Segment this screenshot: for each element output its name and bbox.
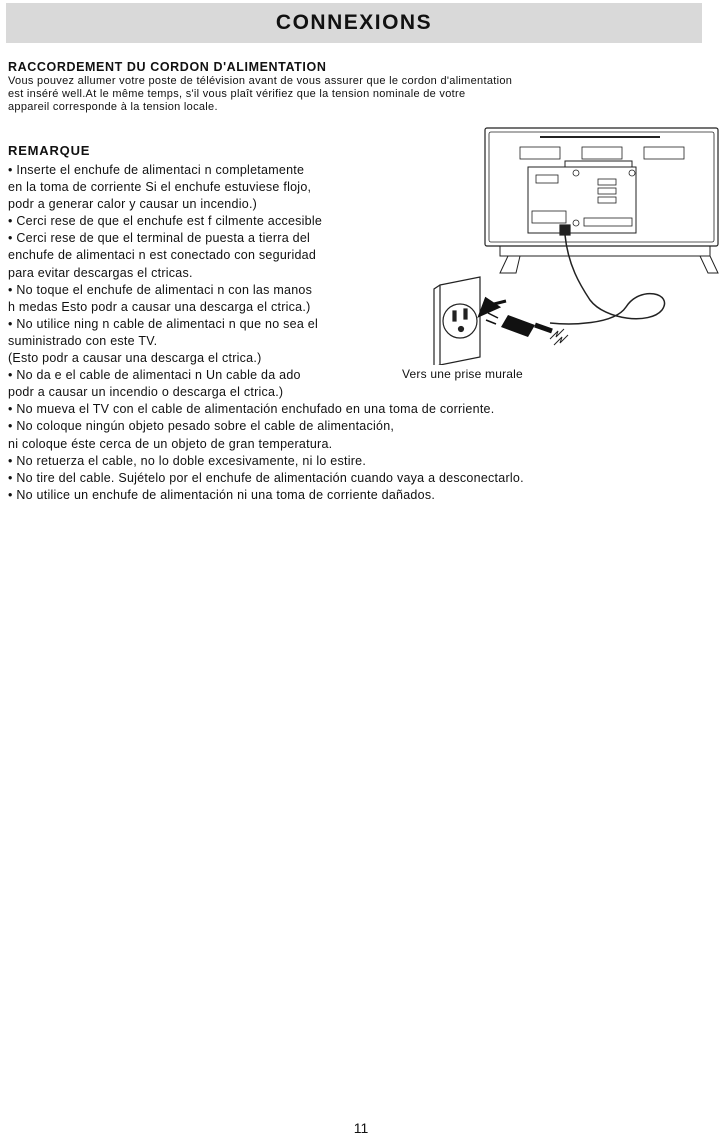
intro-paragraph bbox=[8, 75, 608, 114]
power-cord bbox=[550, 235, 665, 324]
note-line: • No tire del cable. Sujételo por el enchufe de alimentación cuando vaya a desconectarlo. bbox=[8, 470, 524, 485]
wall-outlet-illustration bbox=[434, 277, 480, 365]
note-line: h medas Esto podr a causar una descarga el ctrica.) bbox=[8, 299, 311, 314]
note-line: podr a causar un incendio o descarga el ctrica.) bbox=[8, 385, 284, 400]
insert-arrow-icon bbox=[480, 299, 506, 315]
remarque-heading: REMARQUE bbox=[8, 143, 91, 158]
note-line: • Inserte el enchufe de alimentaci n completamente bbox=[8, 163, 305, 177]
note-line: • No mueva el TV con el cable de alimentación enchufado en una toma de corriente. bbox=[8, 402, 495, 417]
note-line: suministrado con este TV. bbox=[8, 333, 158, 348]
note-line: • Cerci rese de que el terminal de puesta a tierra del bbox=[8, 231, 311, 246]
note-line: podr a generar calor y causar un incendio.) bbox=[8, 197, 258, 212]
note-line: enchufe de alimentaci n est conectado con seguridad bbox=[8, 248, 317, 263]
diagram-caption: Vers une prise murale bbox=[402, 367, 523, 381]
note-line: en la toma de corriente Si el enchufe estuviese flojo, bbox=[8, 180, 312, 195]
intro-line: est inséré well.At le même temps, s'il vous plaît vérifiez que la tension nominale de votre bbox=[8, 88, 466, 100]
intro-line: appareil corresponde à la tension locale. bbox=[8, 101, 218, 113]
note-line: ni coloque éste cerca de un objeto de gran temperatura. bbox=[8, 436, 333, 451]
intro-line: Vous pouvez allumer votre poste de télévision avant de vous assurer que le cordon d'alimentation bbox=[8, 75, 513, 87]
page-title-bar bbox=[6, 3, 702, 43]
power-plug-illustration bbox=[486, 313, 552, 337]
section-heading: RACCORDEMENT DU CORDON D'ALIMENTATION bbox=[8, 60, 327, 74]
spark-icon bbox=[550, 329, 568, 345]
page-title: CONNEXIONS bbox=[275, 11, 433, 34]
note-line: • No coloque ningún objeto pesado sobre el cable de alimentación, bbox=[8, 419, 395, 434]
page-number: 11 bbox=[353, 1120, 369, 1136]
note-line: • No retuerza el cable, no lo doble excesivamente, ni lo estire. bbox=[8, 453, 367, 468]
power-connection-diagram bbox=[400, 125, 720, 365]
note-line: (Esto podr a causar una descarga el ctrica.) bbox=[8, 351, 262, 366]
note-line: • No toque el enchufe de alimentaci n con las manos bbox=[8, 282, 313, 297]
note-line: • No da e el cable de alimentaci n Un cable da ado bbox=[8, 368, 301, 383]
note-line: • No utilice un enchufe de alimentación ni una toma de corriente dañados. bbox=[8, 487, 436, 502]
note-line: • No utilice ning n cable de alimentaci n que no sea el bbox=[8, 316, 318, 331]
note-line: para evitar descargas el ctricas. bbox=[8, 265, 193, 280]
note-line: • Cerci rese de que el enchufe est f cilmente accesible bbox=[8, 214, 323, 229]
tv-back-illustration bbox=[485, 128, 718, 273]
